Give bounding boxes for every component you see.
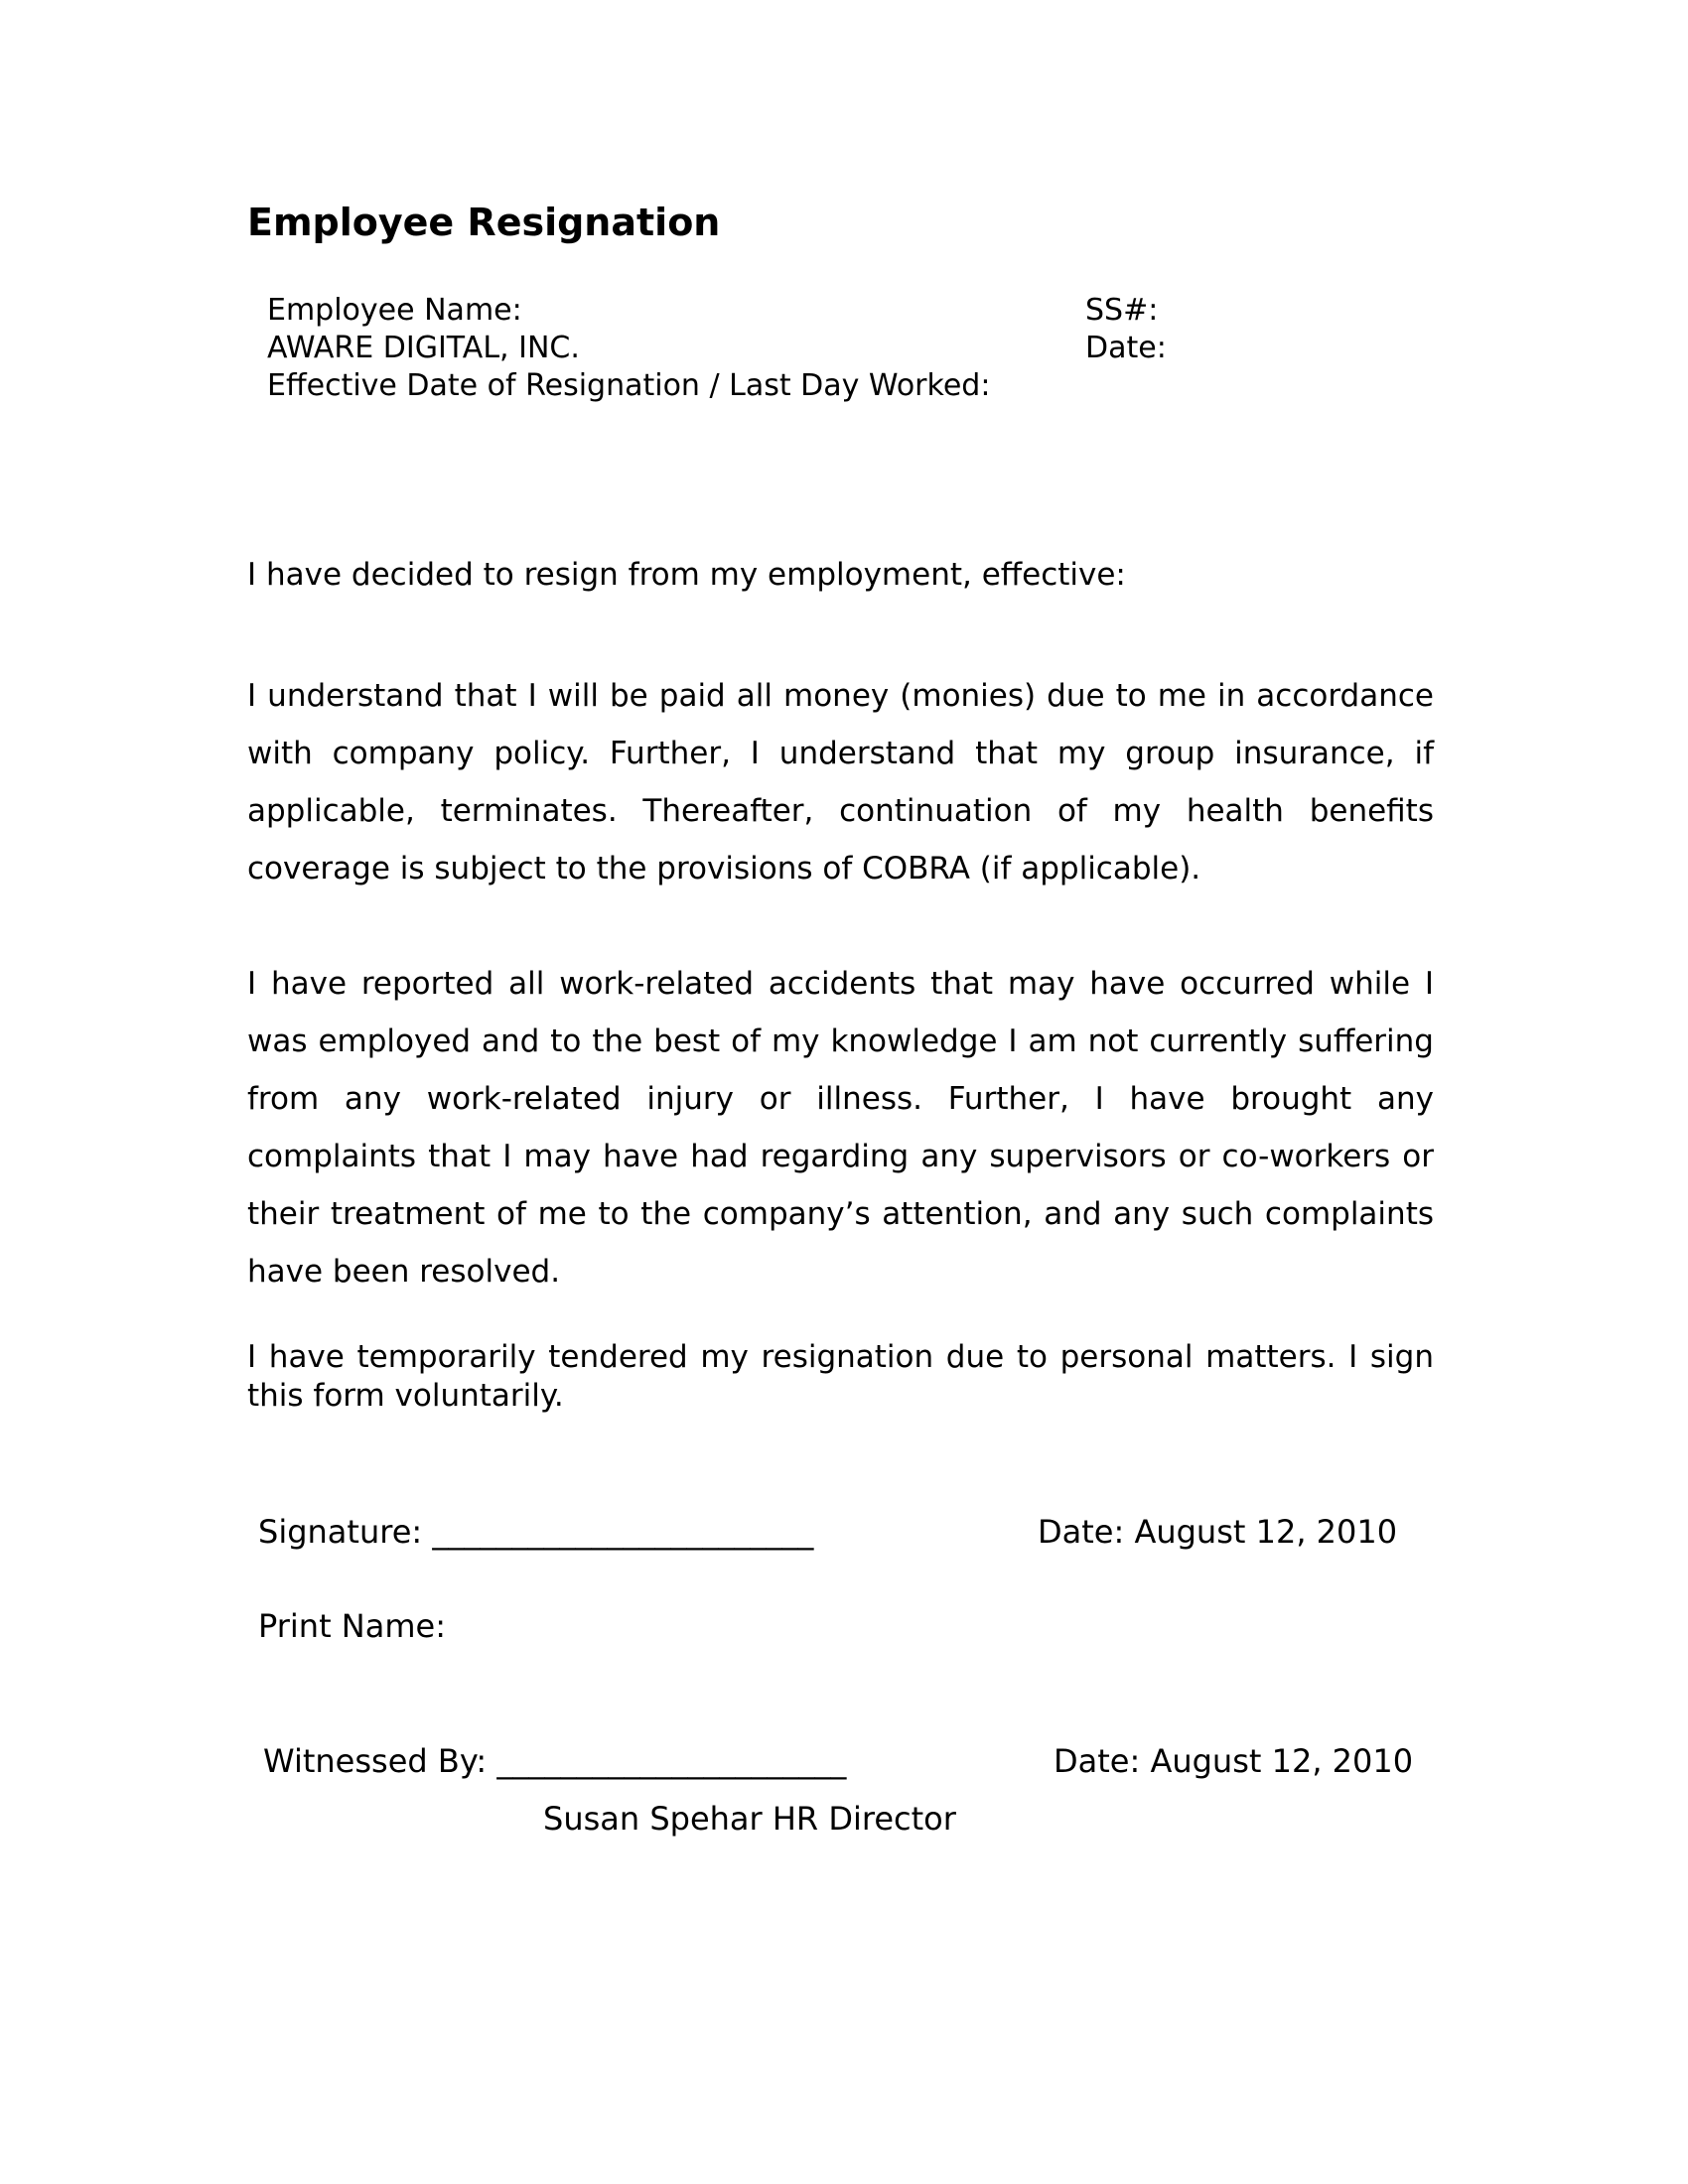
- witness-name: Susan Spehar HR Director: [543, 1800, 956, 1838]
- witness-date: Date: August 12, 2010: [1054, 1742, 1414, 1780]
- signature-line: Signature: ________________________: [258, 1513, 814, 1551]
- ss-number-label: SS#:: [1085, 293, 1159, 328]
- effective-date-label: Effective Date of Resignation / Last Day Worked:: [267, 368, 991, 403]
- voluntary-paragraph: I have temporarily tendered my resignation due to personal matters. I sign this form voluntarily.: [247, 1339, 1434, 1414]
- company-name: AWARE DIGITAL, INC.: [267, 331, 580, 365]
- payment-paragraph: I understand that I will be paid all money (monies) due to me in accordance with company policy. Further, I understand that my group insurance, if applicable, terminates. Thereafter, continuation of my health benefits coverage is subject to the provisions of COBRA (if applicable).: [247, 678, 1434, 887]
- resignation-paragraph: I have decided to resign from my employment, effective:: [247, 557, 1126, 593]
- employee-name-label: Employee Name:: [267, 293, 522, 328]
- header-left-block: [267, 292, 990, 405]
- header-right-block: [1085, 292, 1167, 367]
- document-title: Employee Resignation: [247, 201, 721, 244]
- print-name-label: Print Name:: [258, 1607, 446, 1645]
- witness-line: Witnessed By: ______________________: [263, 1742, 847, 1780]
- header-date-label: Date:: [1085, 331, 1167, 365]
- signature-date: Date: August 12, 2010: [1038, 1513, 1398, 1551]
- accidents-paragraph: I have reported all work-related accidents that may have occurred while I was employed and to the best of my knowledge I am not currently suffering from any work-related injury or illness. Further, I have brought any complaints that I may have had regarding any supervisors or co-workers or their treatment of me to the company’s attention, and any such complaints have been resolved.: [247, 966, 1434, 1290]
